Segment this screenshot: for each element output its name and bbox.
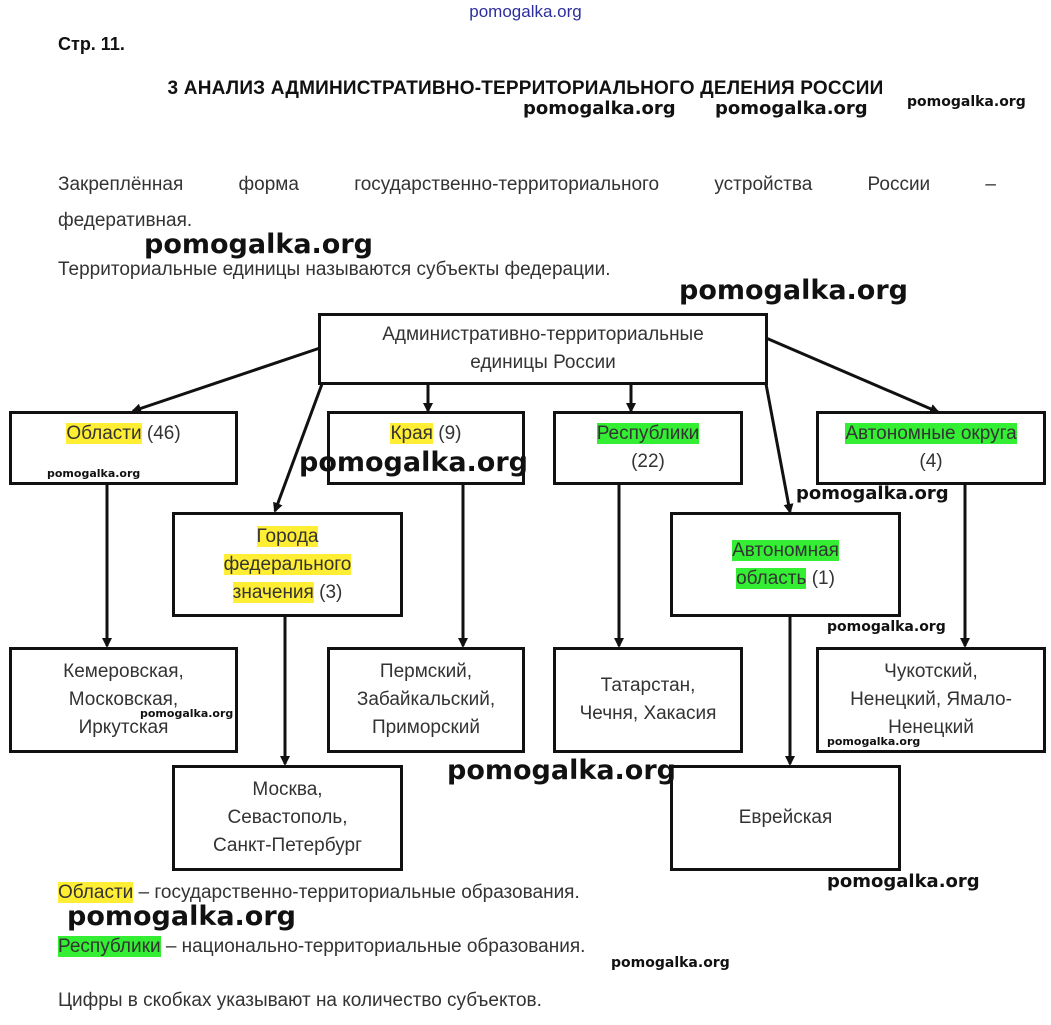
respubliki-box <box>553 411 743 485</box>
ex-kraya-box <box>327 647 525 753</box>
watermark: pomogalka.org <box>299 447 528 478</box>
watermark: pomogalka.org <box>611 955 730 971</box>
kraya-name: Края <box>390 423 433 444</box>
root-label-2: единицы России <box>470 352 616 373</box>
goroda-box <box>172 512 403 617</box>
watermark: pomogalka.org <box>679 275 908 306</box>
watermark: pomogalka.org <box>447 755 676 786</box>
intro-line-3: Территориальные единицы называются субъекты федерации. <box>58 259 611 280</box>
ex-kraya-3: Приморский <box>371 717 481 738</box>
goroda-line-3: значения <box>232 581 314 603</box>
root-label-1: Административно-территориальные <box>382 324 704 345</box>
ex-avt-oblast-box <box>670 765 901 871</box>
ex-goroda-3: Санкт-Петербург <box>212 835 362 856</box>
ex-goroda-box <box>172 765 403 871</box>
watermark: pomogalka.org <box>796 483 949 504</box>
watermark: pomogalka.org <box>827 619 946 635</box>
goroda-count: (3) <box>319 581 343 603</box>
avt-oblast-line-1: Автономная <box>732 539 839 561</box>
watermark: pomogalka.org <box>907 94 1026 110</box>
kraya-count: (9) <box>438 423 462 444</box>
watermark: pomogalka.org <box>523 98 676 119</box>
ex-goroda-1: Москва, <box>252 779 323 800</box>
avt-oblast-line-2: область <box>736 567 807 589</box>
watermark: pomogalka.org <box>67 901 296 932</box>
intro-line-1: Закреплённая форма государственно-территориального устройства России – <box>58 174 996 195</box>
respubliki-count: (22) <box>631 451 665 472</box>
definition-respubliki-text: – национально-территориальные образования. <box>160 936 586 957</box>
definition-respubliki <box>58 930 996 964</box>
ex-respubliki-1: Татарстан, <box>600 675 696 696</box>
ex-goroda-2: Севастополь, <box>227 807 348 828</box>
goroda-line-2: федерального <box>223 553 352 575</box>
ex-avt-oblast-1: Еврейская <box>738 807 833 828</box>
ex-okruga-2: Ненецкий, Ямало- <box>850 689 1012 710</box>
ex-okruga-1: Чукотский, <box>884 661 978 682</box>
avt-oblast-box <box>670 512 901 617</box>
okruga-count: (4) <box>919 451 943 472</box>
arrow-root-oblasti <box>133 348 320 411</box>
ex-okruga-3: Ненецкий <box>888 717 974 738</box>
ex-oblasti-1: Кемеровская, <box>63 661 184 682</box>
ex-kraya-2: Забайкальский, <box>356 689 496 710</box>
okruga-name: Автономные округа <box>845 423 1017 444</box>
count-note: Цифры в скобках указывают на количество субъектов. <box>58 990 542 1011</box>
watermark: pomogalka.org <box>715 98 868 119</box>
root-box <box>318 313 768 385</box>
ex-respubliki-box <box>553 647 743 753</box>
intro-line-2: федеративная. <box>58 210 193 231</box>
watermark: pomogalka.org <box>140 707 234 720</box>
page-reference: Стр. 11. <box>58 34 125 54</box>
goroda-line-1: Города <box>256 525 319 547</box>
definition-respubliki-term: Республики <box>58 936 161 957</box>
arrow-root-avt-oblast <box>766 384 790 512</box>
respubliki-name: Республики <box>596 423 700 444</box>
definition-oblasti-text: – государственно-территориальные образования. <box>133 882 580 903</box>
ex-kraya-1: Пермский, <box>379 661 473 682</box>
ex-oblasti-2: Московская, <box>68 689 179 710</box>
ex-respubliki-2: Чечня, Хакасия <box>579 703 717 724</box>
definition-oblasti-term: Области <box>58 882 134 903</box>
avt-oblast-count: (1) <box>811 567 835 589</box>
watermark: pomogalka.org <box>827 871 980 892</box>
ex-oblasti-3: Иркутская <box>78 717 169 738</box>
ex-oblasti-box <box>9 647 238 753</box>
oblasti-count: (46) <box>146 423 181 444</box>
page-title: 3 АНАЛИЗ АДМИНИСТРАТИВНО-ТЕРРИТОРИАЛЬНОГО ДЕЛЕНИЯ РОССИИ <box>167 78 884 99</box>
oblasti-name: Области <box>66 423 142 444</box>
watermark: pomogalka.org <box>47 467 141 480</box>
watermark: pomogalka.org <box>827 735 921 748</box>
arrow-root-okruga <box>766 338 938 412</box>
okruga-box <box>816 411 1046 485</box>
top-watermark: pomogalka.org <box>469 2 582 21</box>
watermark: pomogalka.org <box>144 229 373 260</box>
